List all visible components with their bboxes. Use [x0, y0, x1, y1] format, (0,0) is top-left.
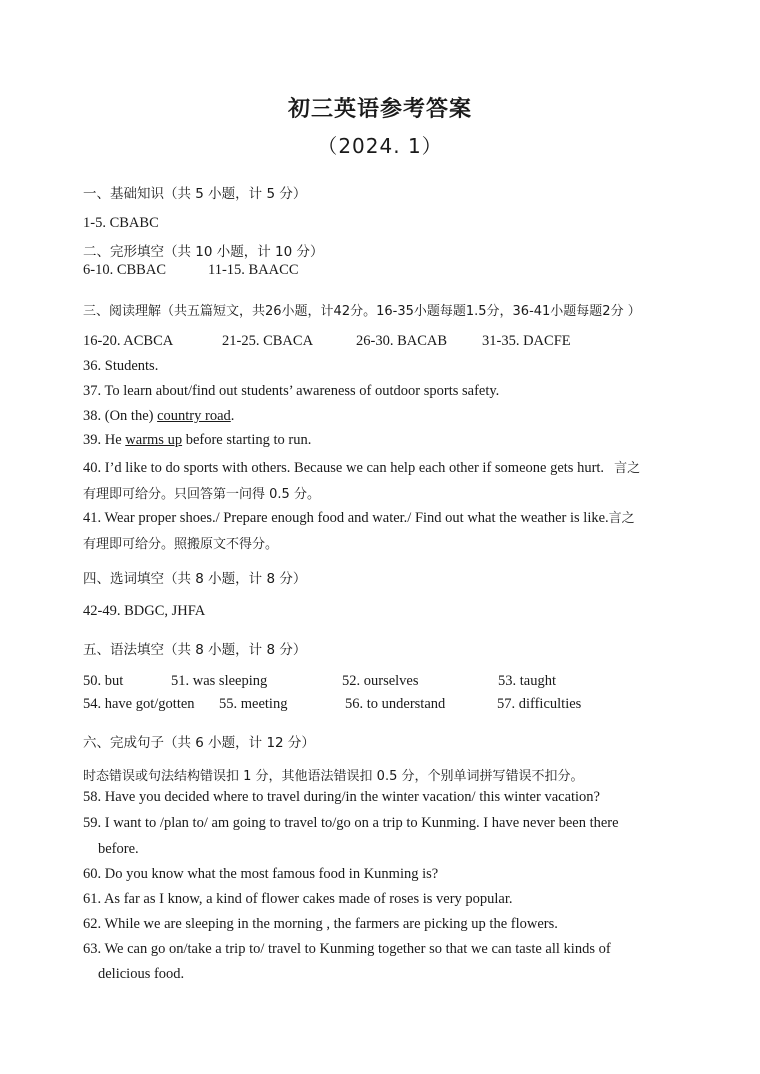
answer-39-underlined: warms up: [125, 432, 183, 448]
section-heading-reading: 三、阅读理解（共五篇短文，共26小题，计42分。16-35小题每题1.5分，36-41小题每题2分 ）: [83, 304, 641, 319]
answer-58: 58. Have you decided where to travel during/in the winter vacation/ this winter vacation?: [83, 789, 600, 805]
grading-note: 时态错误或句法结构错误扣 1 分，其他语法错误扣 0.5 分，个别单词拼写错误不扣分。: [83, 769, 584, 784]
answers-31-35: 31-35. DACFE: [482, 333, 571, 349]
answer-56: 56. to understand: [345, 696, 446, 712]
answer-50: 50. but: [83, 673, 124, 689]
answer-39: 39. He warms up before starting to run.: [83, 432, 312, 448]
answer-53: 53. taught: [498, 673, 556, 689]
answer-63-continued: delicious food.: [98, 966, 185, 982]
section-heading-cloze: 二、完形填空（共 10 小题，计 10 分）: [83, 244, 324, 260]
section-heading-basic-knowledge: 一、基础知识（共 5 小题，计 5 分）: [83, 186, 307, 202]
answers-16-20: 16-20. ACBCA: [83, 333, 174, 349]
answers-42-49: 42-49. BDGC, JHFA: [83, 603, 206, 619]
answers-21-25: 21-25. CBACA: [222, 333, 314, 349]
answer-51: 51. was sleeping: [171, 673, 268, 689]
answers-1-5: 1-5. CBABC: [83, 215, 159, 231]
answer-60: 60. Do you know what the most famous food in Kunming is?: [83, 866, 439, 882]
answer-40-note: 有理即可给分。只回答第一问得 0.5 分。: [83, 487, 320, 502]
answer-38: 38. (On the) country road.: [83, 408, 235, 424]
answer-55: 55. meeting: [219, 696, 288, 712]
document-title: 初三英语参考答案: [287, 97, 472, 122]
section-heading-grammar-fill: 五、语法填空（共 8 小题，计 8 分）: [83, 642, 307, 658]
answer-38-underlined: country road: [157, 408, 231, 424]
answer-59-continued: before.: [98, 841, 139, 857]
answers-26-30: 26-30. BACAB: [356, 333, 448, 349]
answer-41-note: 有理即可给分。照搬原文不得分。: [83, 537, 279, 552]
answers-6-10: 6-10. CBBAC: [83, 262, 166, 278]
answer-59: 59. I want to /plan to/ am going to travel to/go on a trip to Kunming. I have never been there: [83, 815, 619, 831]
document-date: （2024. 1）: [317, 134, 443, 158]
answer-40: 40. I’d like to do sports with others. Because we can help each other if someone gets hurt. 言之: [83, 460, 641, 476]
answer-62: 62. While we are sleeping in the morning , the farmers are picking up the flowers.: [83, 916, 558, 932]
answer-52: 52. ourselves: [342, 673, 419, 689]
answer-37: 37. To learn about/find out students’ awareness of outdoor sports safety.: [83, 383, 500, 399]
section-heading-complete-sentences: 六、完成句子（共 6 小题，计 12 分）: [83, 735, 315, 751]
answer-63: 63. We can go on/take a trip to/ travel to Kunming together so that we can taste all kinds of: [83, 941, 611, 957]
answers-11-15: 11-15. BAACC: [208, 262, 299, 278]
answer-41: 41. Wear proper shoes./ Prepare enough food and water./ Find out what the weather is like.言之: [83, 510, 635, 526]
answer-61: 61. As far as I know, a kind of flower cakes made of roses is very popular.: [83, 891, 513, 907]
answer-57: 57. difficulties: [497, 696, 582, 712]
answer-54: 54. have got/gotten: [83, 696, 195, 712]
section-heading-word-fill: 四、选词填空（共 8 小题，计 8 分）: [83, 571, 307, 587]
answer-36: 36. Students.: [83, 358, 159, 374]
